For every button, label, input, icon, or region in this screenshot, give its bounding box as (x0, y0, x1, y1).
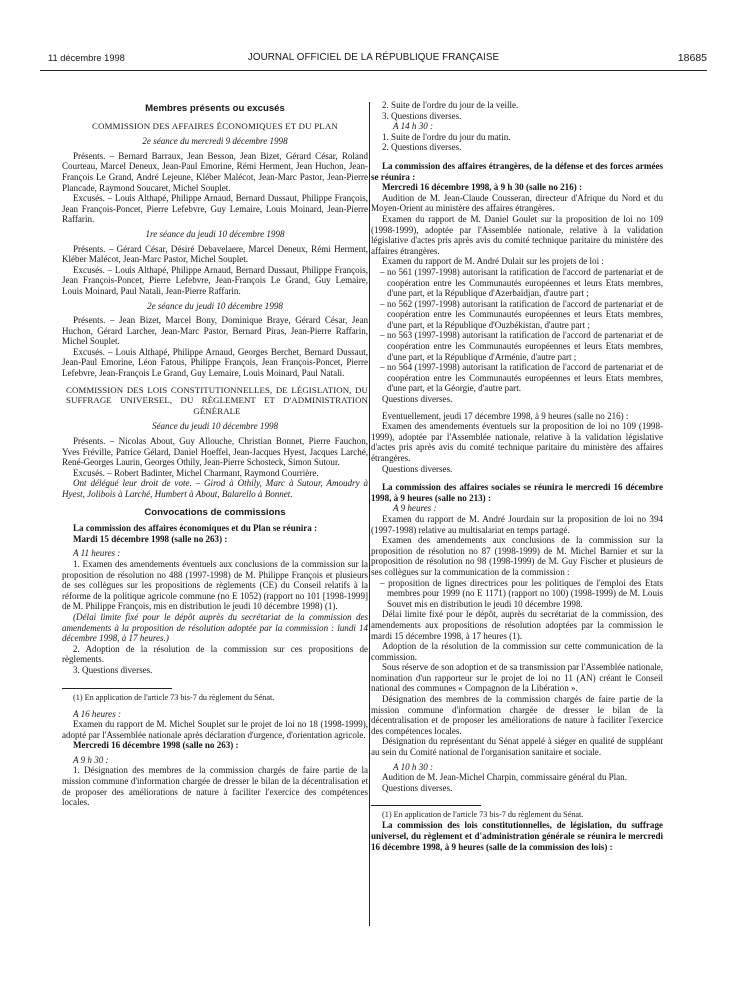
agenda-item: Désignation des membres de la commission chargés de faire partie de la mission commune d'information chargée de dresser le bilan de la décentralisation et de proposer les améliorations de nature à faciliter l'exercice des compétences locales. (371, 694, 663, 736)
session-heading: Séance du jeudi 10 décembre 1998 (151, 421, 279, 432)
agenda-item: Examen du rapport de M. Michel Souplet sur le projet de loi no 18 (1998-1999), adopté par l'Assemblée nationale après déclaration d'urgence, d'orientation agricole. (62, 719, 368, 740)
deadline-note: (Délai limite fixé pour le dépôt auprès du secrétariat de la commission des amendements à la proposition de résolution adoptée par la commission : lundi 14 décembre 1998, à 17 heures.) (62, 611, 368, 644)
agenda-item: Examen du rapport de M. Daniel Goulet sur la proposition de loi no 109 (1998-1999), adoptée par l'Assemblée nationale, relative à la validation législative d'actes pris après avis du comité technique paritaire du ministère des affaires étrangères. (371, 213, 663, 256)
meeting-date: Mercredi 16 décembre 1998 (salle no 263) : (73, 740, 239, 751)
excused-paragraph: Excusés. – Louis Althapé, Philippe Arnaud, Georges Berchet, Bernard Dussaut, Jean-Paul Emorine, Léon Fatous, Philippe François, Jean François-Poncet, Pierre Lefebvre, Jean-François Le Grand, Guy Lemaire, Louis Moinard, Paul Natali. (62, 346, 368, 379)
agenda-item: 2. Questions diverses. (382, 142, 462, 153)
left-column (62, 98, 368, 978)
committee-heading-laws: COMMISSION DES LOIS CONSTITUTIONNELLES, DE LÉGISLATION, DU SUFFRAGE UNIVERSEL, DU RÈGLEMENT ET D'ADMINISTRATION GÉNÉRALE (66, 384, 368, 416)
footnote-rule (371, 805, 481, 806)
bill-list-item: – proposition de lignes directrices pour les politiques de l'emploi des Etats membres pour 1999 (no E 1171) (rapport no 100) (1998-1999) de M. Louis Souvet mis en distribution le jeudi 10 décembre 1998. (380, 577, 663, 609)
agenda-item: Audition de M. Jean-Michel Charpin, commissaire général du Plan. (382, 772, 627, 783)
meeting-date: Mercredi 16 décembre 1998, à 9 h 30 (salle no 216) : (382, 182, 583, 193)
agenda-item: Questions diverses. (382, 394, 453, 405)
session-heading: 2e séance du mercredi 9 décembre 1998 (142, 136, 288, 147)
meeting-time: A 9 heures : (393, 503, 437, 514)
bill-list-item: – no 563 (1997-1998) autorisant la ratification de l'accord de partenariat et de coopération entre les Communautés européennes et leurs Etats membres, d'une part, et la République d'Arménie, d'autre part ; (380, 330, 663, 362)
meeting-date: Mardi 15 décembre 1998 (salle no 263) : (73, 533, 228, 544)
column-divider (369, 102, 370, 926)
agenda-item: Audition de M. Jean-Claude Cousseran, directeur d'Afrique du Nord et du Moyen-Orient au ministère des affaires étrangères. (371, 192, 663, 214)
agenda-item: Désignation du représentant du Sénat appelé à siéger en qualité de suppléant au sein du Comité national de l'organisation sanitaire et sociale. (371, 736, 663, 758)
header-page-number: 18685 (677, 52, 707, 64)
convocation-intro: La commission des affaires étrangères, de la défense et des forces armées se réunira : (371, 160, 663, 182)
agenda-item: Examen des amendements éventuels sur la proposition de loi no 109 (1998-1999), adoptée par l'Assemblée nationale, relative à la validation législative d'actes pris après avis du comité technique paritaire du ministère des affaires étrangères. (371, 421, 663, 463)
meeting-time: A 11 heures : (73, 548, 121, 559)
bill-list-item: – no 562 (1997-1998) autorisant la ratification de l'accord de partenariat et de coopération entre les Communautés européennes et leurs Etats membres, d'une part, et la République d'Ouzbékistan, d'autre part ; (380, 298, 663, 330)
agenda-item: 3. Questions diverses. (73, 664, 153, 675)
section-heading-members: Membres présents ou excusés (145, 103, 285, 114)
excused-paragraph: Excusés. – Robert Badinter, Michel Charmant, Raymond Courrière. (73, 467, 319, 478)
attendance-paragraph: Présents. – Nicolas About, Guy Allouche, Christian Bonnet, Pierre Fauchon, Yves Fréville, Patrice Gélard, Daniel Hoeffel, Jean-Jacques Hyest, Jacques Larché, René-Georges Laurin, Georges Othily, Jean-Pierre Schosteck, Simon Sutour. (62, 436, 368, 468)
footnote-rule (62, 688, 172, 689)
agenda-item: Sous réserve de son adoption et de sa transmission par l'Assemblée nationale, nomination d'un rapporteur sur le projet de loi no 11 (AN) créant le Conseil national des communes « Compagnon de la Libération ». (371, 662, 663, 694)
agenda-item: Questions diverses. (382, 463, 453, 474)
agenda-item: 3. Questions diverses. (382, 110, 462, 121)
session-heading: 1re séance du jeudi 10 décembre 1998 (145, 228, 285, 239)
header-date: 11 décembre 1998 (48, 53, 125, 63)
convocation-intro: La commission des affaires sociales se réunira le mercredi 16 décembre 1998, à 9 heures (salle no 213) : (371, 482, 663, 503)
agenda-item: 1. Désignation des membres de la commission chargés de faire partie de la mission commune d'information chargée de dresser le bilan de la décentralisation et de proposer des améliorations de nature à faciliter l'exercice des compétences locales. (62, 765, 368, 808)
footnote: (1) En application de l'article 73 bis-7 du règlement du Sénat. (73, 692, 275, 702)
excused-paragraph: Excusés. – Louis Althapé, Philippe Arnaud, Bernard Dussaut, Philippe François, Jean François-Poncet, Pierre Lefebvre, Jean-François Le Grand, Guy Lemaire, Louis Moinard, Paul Natali, Jean-Pierre Raffarin. (62, 264, 368, 296)
convocation-intro: La commission des affaires économiques et du Plan se réunira : (73, 523, 318, 534)
agenda-item: 2. Adoption de la résolution de la commission sur ces propositions de règlements. (62, 643, 368, 665)
header-title: JOURNAL OFFICIEL DE LA RÉPUBLIQUE FRANÇAISE (247, 52, 500, 63)
page-header (40, 50, 707, 66)
agenda-item: Questions diverses. (382, 782, 453, 793)
committee-heading-economic: COMMISSION DES AFFAIRES ÉCONOMIQUES ET DU PLAN (92, 120, 338, 131)
right-column (371, 100, 663, 980)
agenda-item: 1. Examen des amendements éventuels aux conclusions de la commission sur la proposition de résolution no 488 (1997-1998) de M. Philippe François et plusieurs de ses collègues sur les propositions de règlements (CE) du Conseil relatifs à la réforme de la politique agricole commune (no E 1052) (rapport no 101 [1998-1999] de M. Philippe François, mis en distribution le jeudi 10 décembre 1998) (1). (62, 558, 368, 612)
meeting-time: A 9 h 30 : (73, 754, 109, 765)
agenda-item: Examen des amendements aux conclusions de la commission sur la proposition de résolution no 87 (1998-1999) de M. Michel Barnier et sur la proposition de résolution no 98 (1998-1999) de M. Guy Fischer et plusieurs de ses collègues sur la communication de la commission : (371, 535, 663, 577)
agenda-item: Examen du rapport de M. André Jourdain sur la proposition de loi no 394 (1997-1998) relative au multisalariat en temps partagé. (371, 513, 663, 535)
agenda-item: 1. Suite de l'ordre du jour du matin. (382, 131, 511, 142)
meeting-time: A 10 h 30 : (393, 761, 434, 772)
header-rule (40, 70, 707, 71)
footnote: (1) En application de l'article 73 bis-7 du règlement du Sénat. (382, 810, 584, 820)
section-heading-convocations: Convocations de commissions (144, 506, 286, 518)
proxy-vote-paragraph: Ont délégué leur droit de vote. – Girod à Othily, Marc à Sutour, Amoudry à Hyest, Jolibois à Larché, Humbert à About, Balarello à Bonnet. (62, 478, 368, 499)
meeting-time: A 16 heures : (73, 708, 121, 719)
agenda-item: Adoption de la résolution de la commission sur cette communication de la commission. (371, 641, 663, 662)
bill-list-item: – no 564 (1997-1998) autorisant la ratification de l'accord de partenariat et de coopération entre les Communautés européennes et leurs Etats membres, d'une part, et la Géorgie, d'autre part. (380, 362, 663, 394)
excused-paragraph: Excusés. – Louis Althapé, Philippe Arnaud, Bernard Dussaut, Philippe François, Jean François-Poncet, Pierre Lefebvre, Guy Lemaire, Louis Moinard, Jean-Pierre Raffarin. (62, 193, 368, 225)
meeting-date: Eventuellement, jeudi 17 décembre 1998, à 9 heures (salle no 216) : (382, 410, 629, 421)
agenda-item: Examen du rapport de M. André Dulait sur les projets de loi : (382, 256, 604, 267)
convocation-intro: La commission des lois constitutionnelles, de législation, du suffrage universel, du règlement et d'administration générale se réunira le mercredi 16 décembre 1998, à 9 heures (salle de la commission des lois) : (371, 820, 663, 852)
attendance-paragraph: Présents. – Jean Bizet, Marcel Bony, Dominique Braye, Gérard César, Jean Huchon, Gérard Larcher, Jean-Marc Pastor, Bernard Piras, Jean-Pierre Raffarin, Michel Souplet. (62, 315, 368, 347)
agenda-item: 2. Suite de l'ordre du jour de la veille. (382, 100, 519, 110)
meeting-time: A 14 h 30 : (393, 121, 434, 132)
session-heading: 2e séance du jeudi 10 décembre 1998 (147, 300, 283, 311)
deadline-note: Délai limite fixé pour le dépôt, auprès du secrétariat de la commission, des amendements aux propositions de résolution adoptées par la commission le mardi 15 décembre 1998, à 17 heures (1). (371, 609, 663, 641)
bill-list-item: – no 561 (1997-1998) autorisant la ratification de l'accord de partenariat et de coopération entre les Communautés européennes et leurs Etats membres, d'une part, et la République d'Azerbaïdjan, d'autre part ; (380, 266, 663, 299)
attendance-paragraph: Présents. – Bernard Barraux, Jean Besson, Jean Bizet, Gérard César, Roland Courteau, Marcel Deneux, Jean-Paul Emorine, Rémi Herment, Jean Huchon, Jean-François Le Grand, André Lejeune, Kléber Malécot, Jean-Marc Pastor, Jean-Pierre Plancade, Raymond Soucaret, Michel Souplet. (62, 150, 368, 193)
attendance-paragraph: Présents. – Gérard César, Désiré Debavelaere, Marcel Deneux, Rémi Herment, Kléber Malécot, Jean-Marc Pastor, Michel Souplet. (62, 243, 368, 265)
